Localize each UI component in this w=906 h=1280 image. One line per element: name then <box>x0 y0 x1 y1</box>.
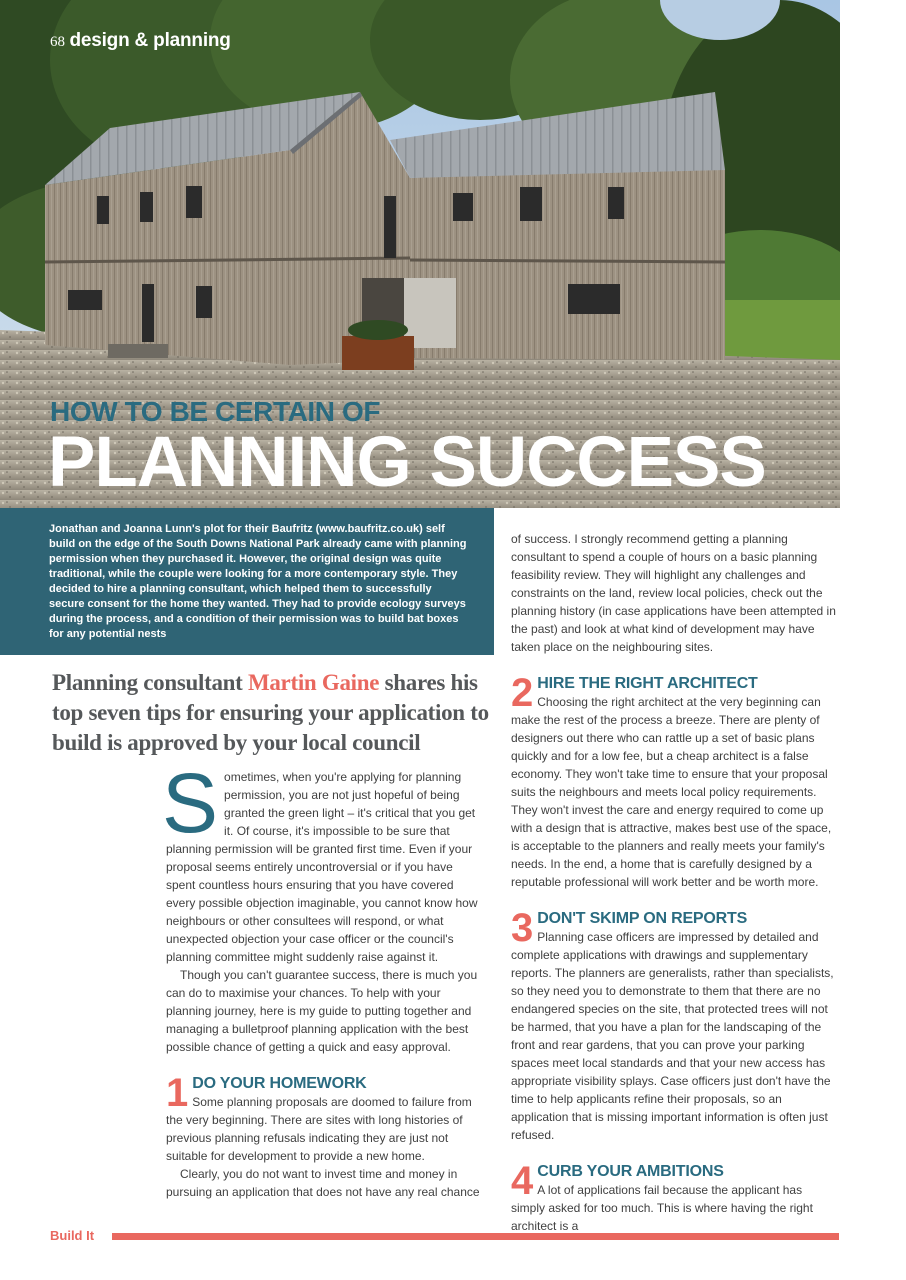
footer-rule <box>112 1233 839 1240</box>
standfirst <box>52 668 497 758</box>
tip-body: A lot of applications fail because the applicant has simply asked for too much. This is where having the right architect is a <box>511 1183 813 1233</box>
intro-text: ometimes, when you're applying for planning permission, you are not just hopeful of being granted the green light – it's critical that you get it. Of course, it's impossible to be sure that planning permission will be granted first time. Even if your proposal seems entirely uncontroversial or if you have spent countless hours ensuring that you have covered every possible objection imaginable, you cannot know how neighbours or other consultees will respond, or what unexpected objection your case officer or the council's planning committee might suddenly raise against it. <box>166 770 478 964</box>
title-kicker: HOW TO BE CERTAIN OF <box>50 396 381 427</box>
tip-3 <box>511 906 838 1144</box>
tip-body: Planning case officers are impressed by detailed and complete applications with drawings and supplementary reports. The planners are generalists, rather than specialists, so they need you to demonstrate to them that there are no endangered species on the site, that protected trees will not be harmed, that you have a plan for the landscaping of the front and rear gardens, that you can prove your parking spaces meet local standards and that your new access has appropriate visibility splays. Case officers just don't have the time to help applicants refine their proposals, so an application that is missing important information is often just refused. <box>511 930 834 1142</box>
intro-paragraph-2: Though you can't guarantee success, there is much you can do to maximise your chances. To help with your planning journey, here is my guide to putting together and managing a bulletproof planning application with the best possible chance of getting a quick and easy approval. <box>166 968 478 1054</box>
body-column-left <box>162 756 484 1201</box>
tip-2 <box>511 671 838 891</box>
author-name: Martin Gaine <box>247 670 380 695</box>
footer-brand: Build It <box>50 1228 95 1243</box>
tip-title: DON'T SKIMP ON REPORTS <box>537 910 748 927</box>
photo-caption: Jonathan and Joanna Lunn's plot for their Baufritz (www.baufritz.co.uk) self build on the edge of the South Downs National Park already came with planning permission when they purchased it. However, the original design was quite traditional, while the couple were looking for a more contemporary style. They decided to hire a planning consultant, which helped them to successfully secure consent for the home they wanted. They had to provide ecology surveys during the process, and a condition of their permission was to build bat boxes for any potential nests <box>49 523 467 640</box>
page-folio <box>50 30 231 52</box>
hero-photo <box>0 0 840 508</box>
headline: PLANNING SUCCESS <box>48 423 766 502</box>
tip-body-2: Clearly, you do not want to invest time and money in pursuing an application that does not have any real chance <box>166 1167 480 1199</box>
continuation-paragraph: of success. I strongly recommend getting a planning consultant to spend a couple of hours on a basic planning feasibility review. They will highlight any challenges and constraints on the land, review local policies, check out the planning history (in case applications have been attempted in the past) and look at what kind of development may have taken place on the neighbouring sites. <box>511 532 836 654</box>
tip-number: 4 <box>511 1159 534 1203</box>
tip-4 <box>511 1159 838 1235</box>
tip-title: CURB YOUR AMBITIONS <box>537 1163 724 1180</box>
tip-title: DO YOUR HOMEWORK <box>192 1075 367 1092</box>
body-column-right <box>511 530 838 1235</box>
intro-paragraph <box>162 756 484 966</box>
tip-number: 3 <box>511 906 534 950</box>
standfirst-rest: shares his top seven tips for ensuring your application to build is approved by your local council <box>52 670 489 755</box>
section-label: design & planning <box>69 30 231 51</box>
tip-number: 2 <box>511 671 534 715</box>
planter <box>342 336 414 370</box>
standfirst-lead: Planning consultant <box>52 670 248 695</box>
tip-body: Choosing the right architect at the very beginning can make the rest of the process a breeze. There are plenty of designers out there who can rattle up a set of basic plans quickly and for a low fee, but a cheap architect is a false economy. They won't take time to ensure that your proposal suits the neighbours and meets local policy requirements. They won't invest the care and energy required to come up with a design that is attractive, makes best use of the space, is acceptable to the planners and really meets your family's needs. In the end, a home that is carefully designed by a reputable professional will work better and be worth more. <box>511 695 832 889</box>
tip-1 <box>166 1071 484 1201</box>
page-number: 68 <box>50 34 65 50</box>
drop-cap: S <box>162 756 219 850</box>
tip-body: Some planning proposals are doomed to failure from the very beginning. There are sites with long histories of previous planning refusals indicating they are just not suitable for development to provide a new home. <box>166 1095 472 1163</box>
photo-caption-box <box>0 508 494 655</box>
tip-title: HIRE THE RIGHT ARCHITECT <box>537 675 758 692</box>
tip-number: 1 <box>166 1071 189 1115</box>
